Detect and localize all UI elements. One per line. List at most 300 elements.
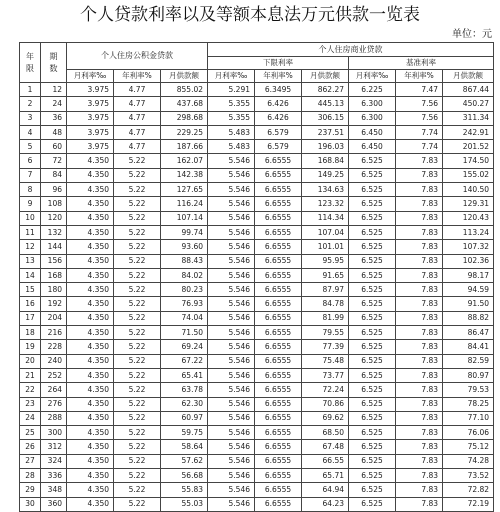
cell-pf-annual-rate: 5.22 [114, 183, 161, 197]
cell-pf-monthly-payment: 84.02 [161, 268, 208, 282]
cell-pf-annual-rate: 5.22 [114, 154, 161, 168]
cell-pf-monthly-payment: 229.25 [161, 125, 208, 139]
header-pf-annual-rate: 年利率% [114, 70, 161, 83]
cell-lower-annual-rate: 6.6555 [255, 454, 302, 468]
cell-pf-monthly-rate: 3.975 [67, 125, 114, 139]
cell-base-monthly-payment: 77.10 [443, 411, 494, 425]
cell-pf-monthly-payment: 63.78 [161, 383, 208, 397]
table-row [20, 111, 494, 125]
cell-base-annual-rate: 7.83 [396, 368, 443, 382]
cell-lower-monthly-payment: 75.48 [302, 354, 349, 368]
cell-periods: 60 [41, 140, 67, 154]
cell-base-monthly-rate: 6.525 [349, 197, 396, 211]
table-row [20, 197, 494, 211]
table-row [20, 83, 494, 97]
cell-base-annual-rate: 7.83 [396, 254, 443, 268]
cell-lower-monthly-rate: 5.546 [208, 383, 255, 397]
cell-periods: 36 [41, 111, 67, 125]
cell-pf-monthly-payment: 74.04 [161, 311, 208, 325]
cell-periods: 132 [41, 225, 67, 239]
cell-pf-monthly-rate: 4.350 [67, 254, 114, 268]
cell-pf-annual-rate: 5.22 [114, 268, 161, 282]
cell-lower-monthly-rate: 5.546 [208, 340, 255, 354]
table-row [20, 326, 494, 340]
cell-pf-monthly-rate: 4.350 [67, 354, 114, 368]
cell-lower-monthly-payment: 445.13 [302, 97, 349, 111]
cell-base-monthly-payment: 201.52 [443, 140, 494, 154]
cell-pf-annual-rate: 5.22 [114, 368, 161, 382]
cell-lower-monthly-payment: 134.63 [302, 183, 349, 197]
cell-pf-monthly-rate: 4.350 [67, 225, 114, 239]
cell-periods: 348 [41, 483, 67, 497]
cell-year: 13 [20, 254, 41, 268]
cell-base-monthly-payment: 72.82 [443, 483, 494, 497]
cell-year: 1 [20, 83, 41, 97]
cell-pf-monthly-payment: 127.65 [161, 183, 208, 197]
cell-base-monthly-rate: 6.525 [349, 340, 396, 354]
header-lower-monthly-payment: 月供款额 [302, 70, 349, 83]
cell-pf-annual-rate: 5.22 [114, 168, 161, 182]
cell-pf-annual-rate: 5.22 [114, 411, 161, 425]
cell-lower-monthly-payment: 73.77 [302, 368, 349, 382]
cell-base-annual-rate: 7.83 [396, 454, 443, 468]
cell-base-monthly-payment: 311.34 [443, 111, 494, 125]
table-row [20, 125, 494, 139]
loan-rate-table [19, 42, 494, 512]
cell-lower-annual-rate: 6.6555 [255, 211, 302, 225]
cell-periods: 24 [41, 97, 67, 111]
header-base-monthly-rate: 月利率‰ [349, 70, 396, 83]
cell-periods: 240 [41, 354, 67, 368]
cell-pf-annual-rate: 5.22 [114, 469, 161, 483]
cell-base-annual-rate: 7.83 [396, 340, 443, 354]
header-base-annual-rate: 年利率% [396, 70, 443, 83]
cell-pf-annual-rate: 5.22 [114, 340, 161, 354]
cell-base-monthly-payment: 107.32 [443, 240, 494, 254]
cell-pf-monthly-payment: 59.75 [161, 426, 208, 440]
cell-lower-annual-rate: 6.6555 [255, 411, 302, 425]
header-pf-monthly-rate: 月利率‰ [67, 70, 114, 83]
cell-pf-monthly-rate: 4.350 [67, 426, 114, 440]
cell-pf-monthly-rate: 4.350 [67, 326, 114, 340]
cell-pf-monthly-rate: 4.350 [67, 268, 114, 282]
cell-periods: 168 [41, 268, 67, 282]
cell-base-annual-rate: 7.83 [396, 211, 443, 225]
cell-base-monthly-payment: 242.91 [443, 125, 494, 139]
cell-periods: 312 [41, 440, 67, 454]
cell-base-monthly-rate: 6.525 [349, 354, 396, 368]
cell-base-monthly-payment: 94.59 [443, 283, 494, 297]
header-base-rate: 基准利率 [349, 57, 494, 70]
cell-pf-monthly-rate: 4.350 [67, 154, 114, 168]
table-row [20, 426, 494, 440]
cell-base-monthly-rate: 6.525 [349, 283, 396, 297]
cell-lower-annual-rate: 6.6555 [255, 254, 302, 268]
cell-year: 23 [20, 397, 41, 411]
cell-base-monthly-payment: 113.24 [443, 225, 494, 239]
cell-pf-monthly-rate: 4.350 [67, 469, 114, 483]
cell-pf-annual-rate: 5.22 [114, 426, 161, 440]
table-row [20, 383, 494, 397]
table-row [20, 368, 494, 382]
table-row [20, 168, 494, 182]
cell-base-monthly-payment: 73.52 [443, 469, 494, 483]
cell-lower-monthly-rate: 5.546 [208, 497, 255, 511]
table-body [20, 83, 494, 512]
cell-pf-annual-rate: 4.77 [114, 111, 161, 125]
cell-pf-annual-rate: 5.22 [114, 297, 161, 311]
cell-lower-monthly-rate: 5.355 [208, 111, 255, 125]
header-periods: 期数 [41, 43, 67, 83]
cell-lower-monthly-payment: 306.15 [302, 111, 349, 125]
cell-pf-annual-rate: 5.22 [114, 497, 161, 511]
cell-base-annual-rate: 7.83 [396, 497, 443, 511]
cell-year: 20 [20, 354, 41, 368]
cell-base-monthly-rate: 6.525 [349, 211, 396, 225]
cell-pf-annual-rate: 5.22 [114, 211, 161, 225]
cell-pf-annual-rate: 5.22 [114, 440, 161, 454]
cell-pf-monthly-payment: 55.03 [161, 497, 208, 511]
cell-lower-annual-rate: 6.6555 [255, 440, 302, 454]
cell-base-monthly-rate: 6.525 [349, 268, 396, 282]
cell-base-monthly-rate: 6.525 [349, 469, 396, 483]
cell-base-monthly-payment: 450.27 [443, 97, 494, 111]
table-row [20, 311, 494, 325]
cell-base-annual-rate: 7.83 [396, 440, 443, 454]
cell-base-monthly-rate: 6.525 [349, 411, 396, 425]
page-title: 个人贷款利率以及等额本息法万元供款一览表 [80, 5, 420, 25]
cell-lower-annual-rate: 6.6555 [255, 154, 302, 168]
cell-pf-monthly-payment: 80.23 [161, 283, 208, 297]
cell-periods: 120 [41, 211, 67, 225]
cell-lower-monthly-rate: 5.546 [208, 354, 255, 368]
cell-pf-monthly-payment: 57.62 [161, 454, 208, 468]
cell-pf-monthly-payment: 55.83 [161, 483, 208, 497]
cell-lower-monthly-payment: 72.24 [302, 383, 349, 397]
cell-base-monthly-payment: 78.25 [443, 397, 494, 411]
cell-lower-monthly-rate: 5.546 [208, 440, 255, 454]
cell-pf-annual-rate: 5.22 [114, 383, 161, 397]
table-row [20, 297, 494, 311]
cell-lower-annual-rate: 6.6555 [255, 283, 302, 297]
header-pf-monthly-payment: 月供款额 [161, 70, 208, 83]
table-row [20, 240, 494, 254]
cell-year: 26 [20, 440, 41, 454]
cell-year: 15 [20, 283, 41, 297]
cell-lower-monthly-payment: 79.55 [302, 326, 349, 340]
cell-lower-monthly-payment: 149.25 [302, 168, 349, 182]
cell-lower-annual-rate: 6.6555 [255, 297, 302, 311]
cell-year: 30 [20, 497, 41, 511]
cell-base-monthly-rate: 6.525 [349, 311, 396, 325]
cell-year: 6 [20, 154, 41, 168]
cell-lower-monthly-payment: 69.62 [302, 411, 349, 425]
cell-year: 14 [20, 268, 41, 282]
cell-pf-monthly-payment: 107.14 [161, 211, 208, 225]
cell-lower-annual-rate: 6.6555 [255, 240, 302, 254]
cell-base-monthly-rate: 6.525 [349, 240, 396, 254]
cell-lower-monthly-payment: 87.97 [302, 283, 349, 297]
cell-lower-monthly-rate: 5.546 [208, 268, 255, 282]
cell-base-monthly-rate: 6.525 [349, 297, 396, 311]
cell-year: 28 [20, 469, 41, 483]
cell-pf-annual-rate: 4.77 [114, 83, 161, 97]
cell-pf-monthly-rate: 4.350 [67, 297, 114, 311]
cell-periods: 180 [41, 283, 67, 297]
cell-base-annual-rate: 7.74 [396, 140, 443, 154]
cell-base-monthly-payment: 74.28 [443, 454, 494, 468]
cell-lower-annual-rate: 6.6555 [255, 197, 302, 211]
cell-lower-monthly-rate: 5.546 [208, 283, 255, 297]
cell-lower-annual-rate: 6.6555 [255, 469, 302, 483]
cell-pf-monthly-payment: 298.68 [161, 111, 208, 125]
header-lower-rate: 下限利率 [208, 57, 349, 70]
cell-pf-monthly-rate: 4.350 [67, 368, 114, 382]
table-row [20, 268, 494, 282]
cell-periods: 204 [41, 311, 67, 325]
cell-year: 2 [20, 97, 41, 111]
cell-pf-monthly-payment: 142.38 [161, 168, 208, 182]
cell-lower-monthly-payment: 862.27 [302, 83, 349, 97]
cell-base-annual-rate: 7.83 [396, 154, 443, 168]
cell-year: 7 [20, 168, 41, 182]
cell-pf-monthly-rate: 4.350 [67, 197, 114, 211]
cell-periods: 84 [41, 168, 67, 182]
cell-base-annual-rate: 7.56 [396, 111, 443, 125]
cell-lower-monthly-payment: 91.65 [302, 268, 349, 282]
cell-periods: 324 [41, 454, 67, 468]
cell-base-monthly-rate: 6.525 [349, 383, 396, 397]
cell-periods: 156 [41, 254, 67, 268]
cell-lower-monthly-rate: 5.546 [208, 483, 255, 497]
unit-label: 单位：元 [452, 29, 492, 40]
cell-pf-annual-rate: 4.77 [114, 97, 161, 111]
cell-lower-annual-rate: 6.6555 [255, 311, 302, 325]
cell-periods: 300 [41, 426, 67, 440]
cell-lower-monthly-rate: 5.546 [208, 254, 255, 268]
cell-pf-monthly-payment: 76.93 [161, 297, 208, 311]
cell-periods: 144 [41, 240, 67, 254]
cell-pf-monthly-payment: 93.60 [161, 240, 208, 254]
header-lower-annual-rate: 年利率% [255, 70, 302, 83]
cell-base-monthly-payment: 80.97 [443, 368, 494, 382]
cell-pf-annual-rate: 5.22 [114, 326, 161, 340]
cell-base-annual-rate: 7.83 [396, 311, 443, 325]
table-row [20, 225, 494, 239]
cell-pf-monthly-payment: 162.07 [161, 154, 208, 168]
cell-lower-monthly-rate: 5.546 [208, 183, 255, 197]
cell-lower-annual-rate: 6.6555 [255, 354, 302, 368]
table-row [20, 283, 494, 297]
header-provident-fund: 个人住房公积金贷款 [67, 43, 208, 70]
cell-pf-annual-rate: 5.22 [114, 483, 161, 497]
cell-base-annual-rate: 7.83 [396, 240, 443, 254]
cell-pf-monthly-rate: 4.350 [67, 240, 114, 254]
cell-lower-monthly-payment: 68.50 [302, 426, 349, 440]
table-row [20, 183, 494, 197]
cell-base-monthly-payment: 82.59 [443, 354, 494, 368]
cell-pf-monthly-payment: 58.64 [161, 440, 208, 454]
cell-pf-monthly-payment: 67.22 [161, 354, 208, 368]
cell-base-monthly-payment: 72.19 [443, 497, 494, 511]
cell-base-monthly-rate: 6.225 [349, 83, 396, 97]
cell-pf-monthly-rate: 4.350 [67, 483, 114, 497]
cell-lower-monthly-rate: 5.546 [208, 311, 255, 325]
cell-pf-monthly-payment: 116.24 [161, 197, 208, 211]
table-row [20, 411, 494, 425]
cell-base-monthly-payment: 86.47 [443, 326, 494, 340]
cell-base-annual-rate: 7.83 [396, 426, 443, 440]
cell-base-annual-rate: 7.83 [396, 483, 443, 497]
cell-lower-monthly-payment: 168.84 [302, 154, 349, 168]
cell-lower-monthly-payment: 81.99 [302, 311, 349, 325]
cell-periods: 72 [41, 154, 67, 168]
cell-lower-annual-rate: 6.6555 [255, 368, 302, 382]
cell-lower-monthly-payment: 196.03 [302, 140, 349, 154]
cell-base-monthly-payment: 129.31 [443, 197, 494, 211]
table-row [20, 454, 494, 468]
cell-year: 21 [20, 368, 41, 382]
cell-base-annual-rate: 7.83 [396, 469, 443, 483]
cell-lower-monthly-payment: 84.78 [302, 297, 349, 311]
cell-periods: 108 [41, 197, 67, 211]
cell-base-monthly-payment: 79.53 [443, 383, 494, 397]
cell-base-monthly-rate: 6.450 [349, 125, 396, 139]
cell-base-monthly-rate: 6.525 [349, 254, 396, 268]
cell-pf-monthly-payment: 187.66 [161, 140, 208, 154]
cell-lower-monthly-rate: 5.546 [208, 197, 255, 211]
table-row [20, 469, 494, 483]
cell-base-annual-rate: 7.83 [396, 383, 443, 397]
cell-periods: 288 [41, 411, 67, 425]
cell-base-annual-rate: 7.83 [396, 297, 443, 311]
cell-pf-annual-rate: 5.22 [114, 225, 161, 239]
cell-periods: 48 [41, 125, 67, 139]
cell-lower-monthly-payment: 101.01 [302, 240, 349, 254]
cell-pf-monthly-payment: 56.68 [161, 469, 208, 483]
cell-lower-monthly-payment: 77.39 [302, 340, 349, 354]
cell-base-annual-rate: 7.83 [396, 354, 443, 368]
cell-pf-monthly-rate: 4.350 [67, 497, 114, 511]
cell-lower-annual-rate: 6.579 [255, 140, 302, 154]
cell-pf-monthly-rate: 4.350 [67, 168, 114, 182]
cell-base-monthly-payment: 75.12 [443, 440, 494, 454]
cell-pf-monthly-rate: 4.350 [67, 340, 114, 354]
cell-lower-monthly-rate: 5.546 [208, 368, 255, 382]
cell-base-annual-rate: 7.83 [396, 411, 443, 425]
cell-lower-monthly-payment: 123.32 [302, 197, 349, 211]
cell-base-annual-rate: 7.83 [396, 397, 443, 411]
cell-periods: 252 [41, 368, 67, 382]
cell-lower-monthly-rate: 5.483 [208, 125, 255, 139]
cell-year: 16 [20, 297, 41, 311]
cell-base-monthly-rate: 6.525 [349, 440, 396, 454]
cell-periods: 336 [41, 469, 67, 483]
cell-pf-monthly-rate: 4.350 [67, 211, 114, 225]
table-row [20, 211, 494, 225]
cell-base-annual-rate: 7.83 [396, 326, 443, 340]
cell-base-annual-rate: 7.83 [396, 283, 443, 297]
cell-lower-annual-rate: 6.3495 [255, 83, 302, 97]
cell-lower-monthly-rate: 5.546 [208, 225, 255, 239]
table-header [20, 43, 494, 83]
cell-year: 9 [20, 197, 41, 211]
cell-base-monthly-payment: 102.36 [443, 254, 494, 268]
cell-lower-annual-rate: 6.6555 [255, 340, 302, 354]
cell-pf-monthly-rate: 3.975 [67, 111, 114, 125]
cell-base-monthly-rate: 6.450 [349, 140, 396, 154]
cell-lower-monthly-rate: 5.546 [208, 240, 255, 254]
cell-pf-monthly-rate: 4.350 [67, 411, 114, 425]
cell-pf-annual-rate: 5.22 [114, 397, 161, 411]
table-row [20, 497, 494, 511]
cell-lower-annual-rate: 6.6555 [255, 483, 302, 497]
cell-lower-monthly-rate: 5.546 [208, 154, 255, 168]
header-year: 年限 [20, 43, 41, 83]
header-commercial: 个人住房商业贷款 [208, 43, 494, 57]
cell-lower-monthly-payment: 107.04 [302, 225, 349, 239]
cell-periods: 216 [41, 326, 67, 340]
cell-pf-monthly-payment: 99.74 [161, 225, 208, 239]
cell-pf-monthly-rate: 4.350 [67, 283, 114, 297]
cell-base-monthly-rate: 6.525 [349, 183, 396, 197]
cell-pf-monthly-payment: 437.68 [161, 97, 208, 111]
cell-pf-monthly-payment: 65.41 [161, 368, 208, 382]
cell-base-annual-rate: 7.83 [396, 197, 443, 211]
cell-lower-monthly-payment: 64.94 [302, 483, 349, 497]
cell-lower-annual-rate: 6.579 [255, 125, 302, 139]
cell-lower-monthly-rate: 5.546 [208, 168, 255, 182]
cell-base-monthly-rate: 6.525 [349, 426, 396, 440]
cell-base-annual-rate: 7.83 [396, 168, 443, 182]
cell-lower-monthly-rate: 5.546 [208, 469, 255, 483]
cell-pf-monthly-rate: 3.975 [67, 83, 114, 97]
table-row [20, 154, 494, 168]
cell-pf-monthly-payment: 69.24 [161, 340, 208, 354]
cell-base-monthly-payment: 76.06 [443, 426, 494, 440]
cell-lower-monthly-rate: 5.546 [208, 326, 255, 340]
cell-year: 25 [20, 426, 41, 440]
cell-lower-monthly-payment: 70.86 [302, 397, 349, 411]
cell-lower-monthly-rate: 5.546 [208, 426, 255, 440]
cell-pf-annual-rate: 5.22 [114, 197, 161, 211]
cell-lower-monthly-payment: 237.51 [302, 125, 349, 139]
cell-base-annual-rate: 7.56 [396, 97, 443, 111]
cell-lower-annual-rate: 6.426 [255, 111, 302, 125]
cell-base-annual-rate: 7.83 [396, 225, 443, 239]
table-row [20, 397, 494, 411]
cell-year: 19 [20, 340, 41, 354]
cell-lower-monthly-rate: 5.546 [208, 454, 255, 468]
cell-lower-monthly-payment: 114.34 [302, 211, 349, 225]
table-row [20, 440, 494, 454]
cell-base-monthly-payment: 98.17 [443, 268, 494, 282]
cell-pf-annual-rate: 4.77 [114, 125, 161, 139]
cell-lower-monthly-rate: 5.546 [208, 411, 255, 425]
cell-base-monthly-rate: 6.525 [349, 326, 396, 340]
cell-pf-annual-rate: 4.77 [114, 140, 161, 154]
cell-lower-monthly-payment: 95.95 [302, 254, 349, 268]
table-row [20, 340, 494, 354]
cell-base-monthly-payment: 91.50 [443, 297, 494, 311]
cell-pf-monthly-rate: 4.350 [67, 454, 114, 468]
cell-periods: 360 [41, 497, 67, 511]
cell-year: 24 [20, 411, 41, 425]
cell-base-monthly-payment: 174.50 [443, 154, 494, 168]
cell-pf-monthly-rate: 4.350 [67, 311, 114, 325]
cell-lower-monthly-payment: 66.55 [302, 454, 349, 468]
cell-pf-monthly-payment: 855.02 [161, 83, 208, 97]
